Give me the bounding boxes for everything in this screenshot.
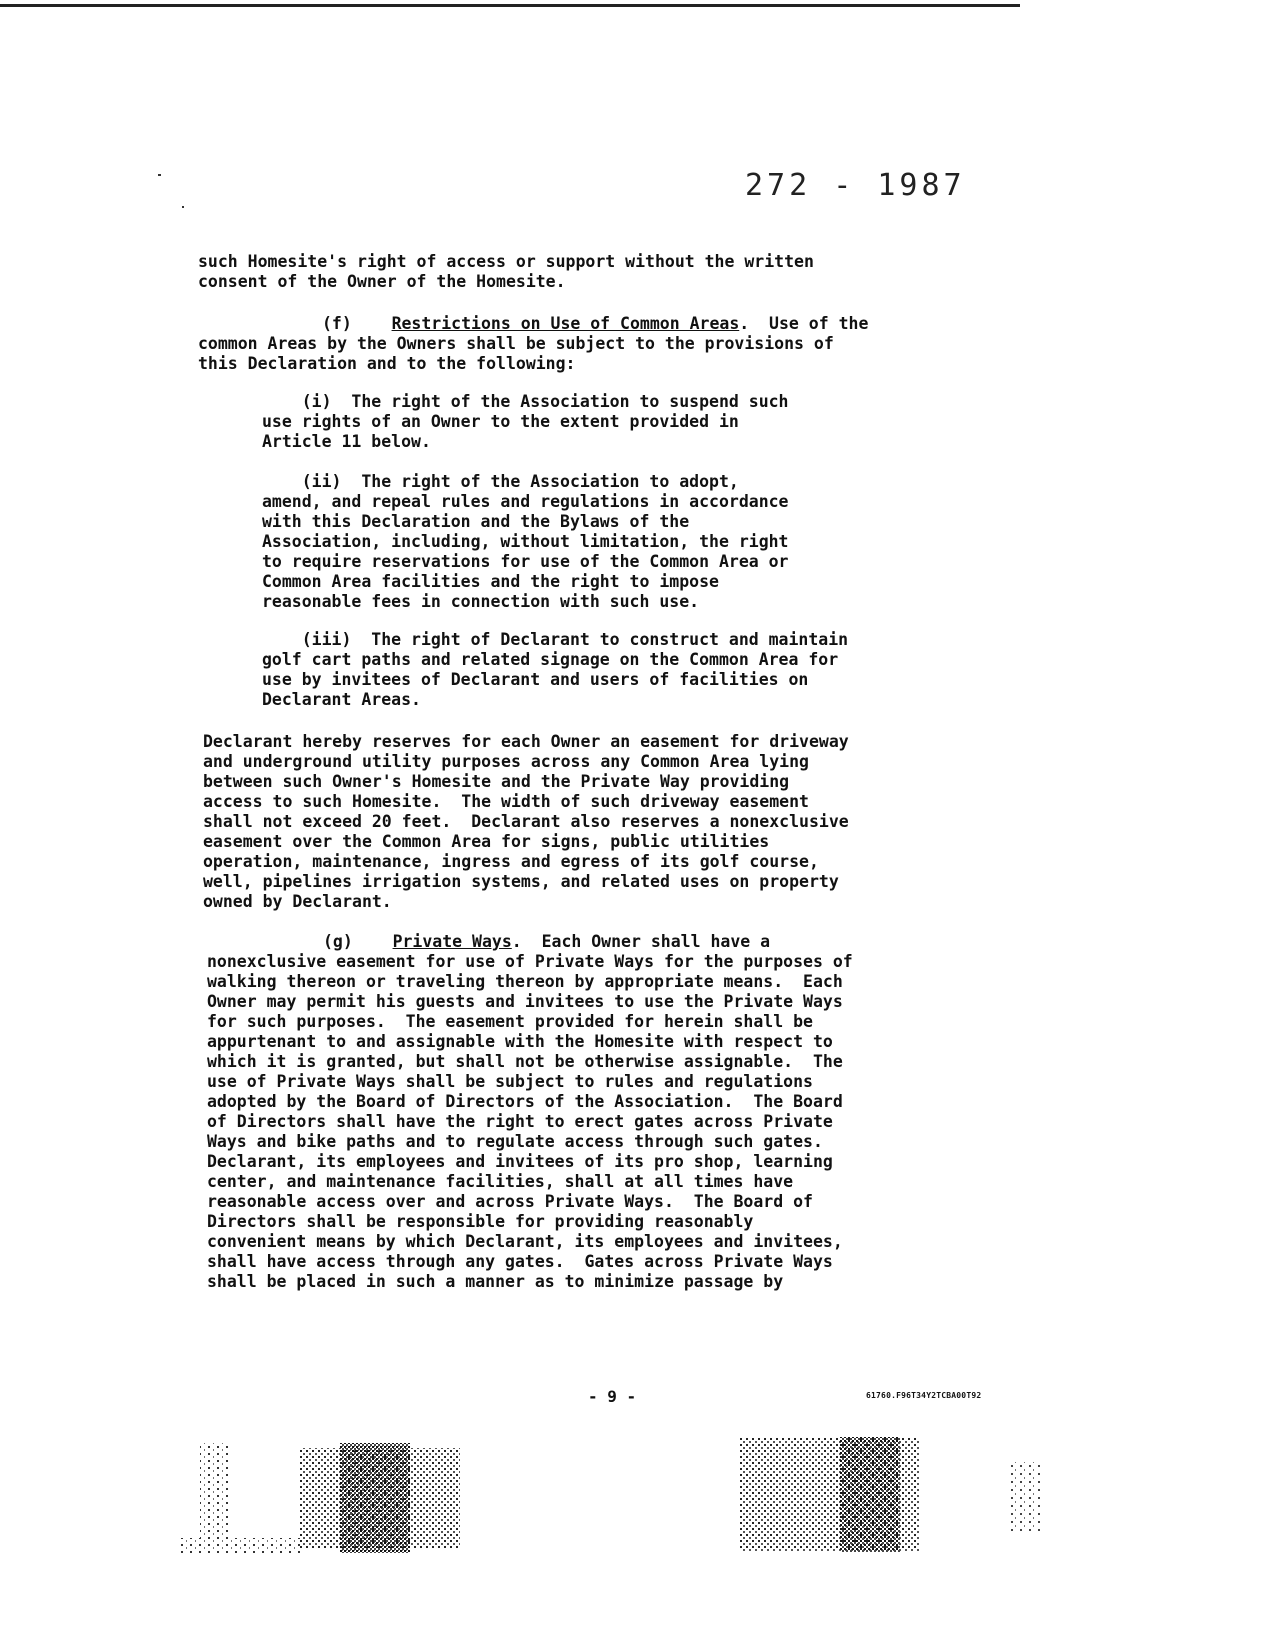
- section-f-title: Restrictions on Use of Common Areas: [391, 314, 740, 333]
- easement-paragraph: Declarant hereby reserves for each Owner an easement for driveway and underground utility purposes across any Common Area lying between such Owner's Homesite and the Private Way providing access to such Homesite. The width of such driveway easement shall not exceed 20 feet. Declarant also reserves a nonexclusive easement over the Common Area for signs, public utilities operation, maintenance, ingress and egress of its golf course, well, pipelines irrigation systems, and related uses on property owned by Declarant.: [203, 732, 849, 911]
- section-f-item-i: (i) The right of the Association to suspend such use rights of an Owner to the extent provided in Article 11 below.: [262, 392, 789, 451]
- document-code: 61760.F96T34Y2TCBA00T92: [866, 1391, 982, 1400]
- section-f-text: . Use of the common Areas by the Owners shall be subject to the provisions of this Declaration and to the following:: [198, 314, 869, 373]
- top-edge-rule: [0, 4, 1020, 7]
- scan-speck: [158, 174, 161, 176]
- section-g-text: . Each Owner shall have a nonexclusive easement for use of Private Ways for the purposes of walking thereon or traveling thereon by appropriate means. Each Owner may permit his guests and invitees to use the Private Ways for such purposes. The easement provided for herein shall be appurtenant to and assignable with the Homesite with respect to which it is granted, but shall not be otherwise assignable. The use of Private Ways shall be subject to rules and regulations adopted by the Board of Directors of the Association. The Board of Directors shall have the right to erect gates across Private Ways and bike paths and to regulate access through such gates. Declarant, its employees and invitees of its pro shop, learning center, and maintenance facilities, shall at all times have reasonable access over and across Private Ways. The Board of Directors shall be responsible for providing reasonably convenient means by which Declarant, its employees and invitees, shall have access through any gates. Gates across Private Ways shall be placed in such a manner as to minimize passage by: [207, 932, 853, 1291]
- section-g-label: (g): [323, 932, 353, 951]
- scan-speck: [182, 206, 184, 208]
- continuation-paragraph: such Homesite's right of access or support without the written consent of the Owner of the Homesite.: [198, 252, 814, 291]
- section-g-title: Private Ways: [392, 932, 512, 951]
- scan-noise-right: [740, 1432, 1050, 1558]
- section-f-paragraph: [198, 314, 868, 374]
- section-g-paragraph: [207, 932, 853, 1292]
- section-f-item-iii: (iii) The right of Declarant to construct and maintain golf cart paths and related signage on the Common Area for use by invitees of Declarant and users of facilities on Declarant Areas.: [262, 630, 849, 709]
- section-f-label: (f): [322, 314, 352, 333]
- page-number: - 9 -: [588, 1387, 637, 1406]
- scan-noise-left: [180, 1438, 480, 1558]
- section-f-item-ii: (ii) The right of the Association to adopt, amend, and repeal rules and regulations in accordance with this Declaration and the Bylaws of the Association, including, without limitation, the right to require reservations for use of the Common Area or Common Area facilities and the right to impose reasonable fees in connection with such use.: [262, 472, 789, 611]
- document-number: 272 - 1987: [745, 168, 966, 203]
